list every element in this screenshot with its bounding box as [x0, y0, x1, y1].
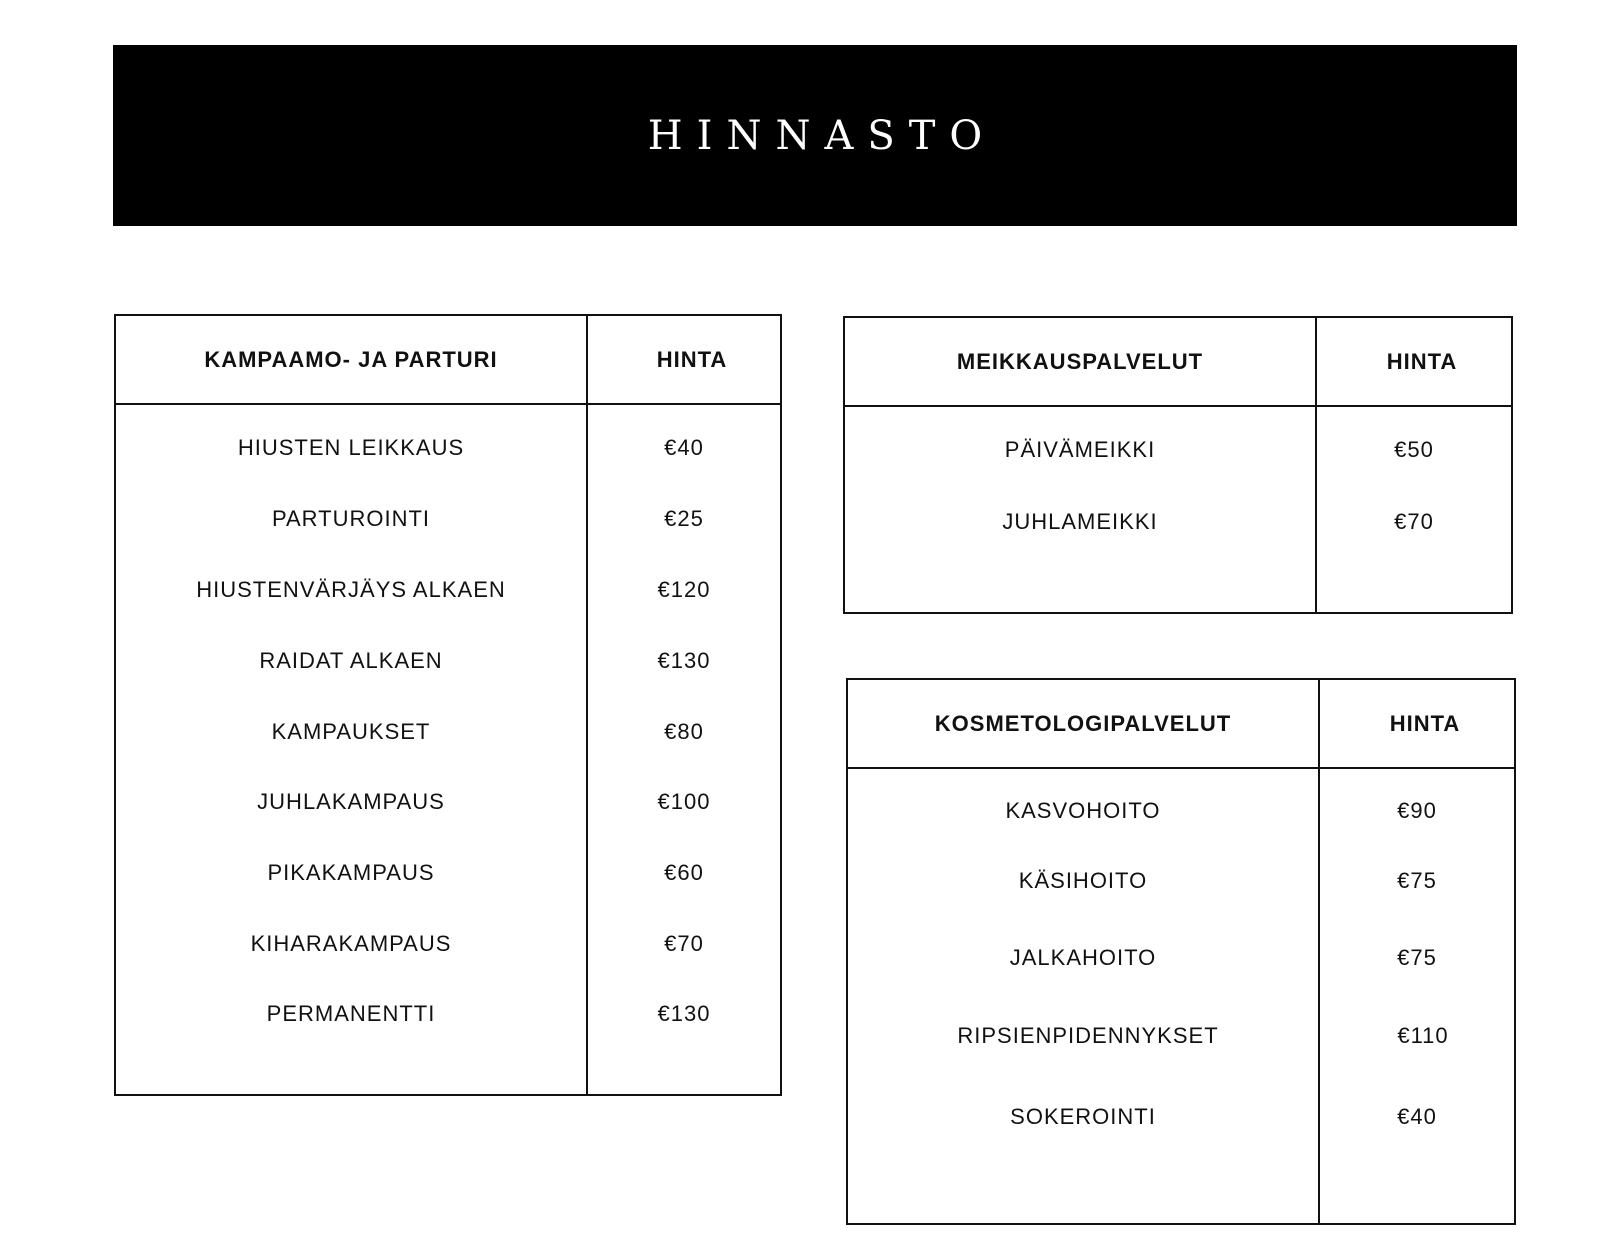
- service-column-heading: KOSMETOLOGIPALVELUT: [934, 710, 1232, 736]
- service-name: RIPSIENPIDENNYKSET: [957, 1023, 1219, 1048]
- service-name: JUHLAMEIKKI: [1002, 509, 1158, 534]
- service-name: RAIDAT ALKAEN: [259, 648, 443, 673]
- service-price: €40: [664, 435, 704, 460]
- service-price: €75: [1397, 945, 1437, 970]
- service-price: €110: [1397, 1023, 1449, 1048]
- table-row: [116, 570, 780, 610]
- service-name: SOKEROINTI: [1010, 1104, 1156, 1129]
- table-row: [848, 861, 1514, 901]
- service-name: PARTUROINTI: [271, 506, 431, 531]
- service-price: €75: [1397, 868, 1437, 893]
- service-column-heading: MEIKKAUSPALVELUT: [956, 348, 1204, 374]
- header-banner: [113, 45, 1517, 226]
- table-row: [845, 502, 1511, 542]
- service-price: €70: [1394, 509, 1434, 534]
- table-row: [848, 1016, 1514, 1056]
- service-price: €130: [657, 1001, 711, 1026]
- service-name: JALKAHOITO: [1009, 945, 1157, 970]
- service-column-heading: KAMPAAMO- JA PARTURI: [204, 346, 498, 372]
- service-name: KIHARAKAMPAUS: [250, 931, 452, 956]
- table-row: [116, 782, 780, 822]
- table-row: [116, 428, 780, 468]
- service-name: HIUSTENVÄRJÄYS ALKAEN: [196, 577, 506, 602]
- table-row: [845, 430, 1511, 470]
- makeup-price-table: [843, 316, 1513, 614]
- price-column-heading: HINTA: [656, 346, 728, 372]
- service-name: PIKAKAMPAUS: [267, 860, 435, 885]
- table-row: [848, 791, 1514, 831]
- table-row: [116, 853, 780, 893]
- service-name: HIUSTEN LEIKKAUS: [237, 435, 465, 460]
- service-name: PERMANENTTI: [266, 1001, 436, 1026]
- table-row: [848, 938, 1514, 978]
- cosmetology-price-table: [846, 678, 1516, 1225]
- service-price: €120: [657, 577, 711, 602]
- service-price: €70: [664, 931, 704, 956]
- table-row: [116, 641, 780, 681]
- price-column-heading: HINTA: [1386, 348, 1458, 374]
- service-name: KÄSIHOITO: [1018, 868, 1148, 893]
- table-row: [116, 712, 780, 752]
- table-header: [848, 680, 1514, 769]
- hair-price-table: [114, 314, 782, 1096]
- table-row: [116, 924, 780, 964]
- service-price: €90: [1397, 798, 1437, 823]
- price-column-heading: HINTA: [1389, 710, 1461, 736]
- table-row: [848, 1097, 1514, 1137]
- service-price: €40: [1397, 1104, 1437, 1129]
- table-row: [116, 994, 780, 1034]
- service-name: PÄIVÄMEIKKI: [1004, 437, 1156, 462]
- table-row: [116, 499, 780, 539]
- service-name: JUHLAKAMPAUS: [257, 789, 445, 814]
- service-price: €130: [657, 648, 711, 673]
- service-price: €50: [1394, 437, 1434, 462]
- service-name: KAMPAUKSET: [271, 719, 431, 744]
- service-price: €100: [657, 789, 711, 814]
- table-header: [116, 316, 780, 405]
- service-price: €25: [664, 506, 704, 531]
- page-title: HINNASTO: [647, 112, 997, 159]
- service-name: KASVOHOITO: [1005, 798, 1161, 823]
- service-price: €60: [664, 860, 704, 885]
- table-header: [845, 318, 1511, 407]
- service-price: €80: [664, 719, 704, 744]
